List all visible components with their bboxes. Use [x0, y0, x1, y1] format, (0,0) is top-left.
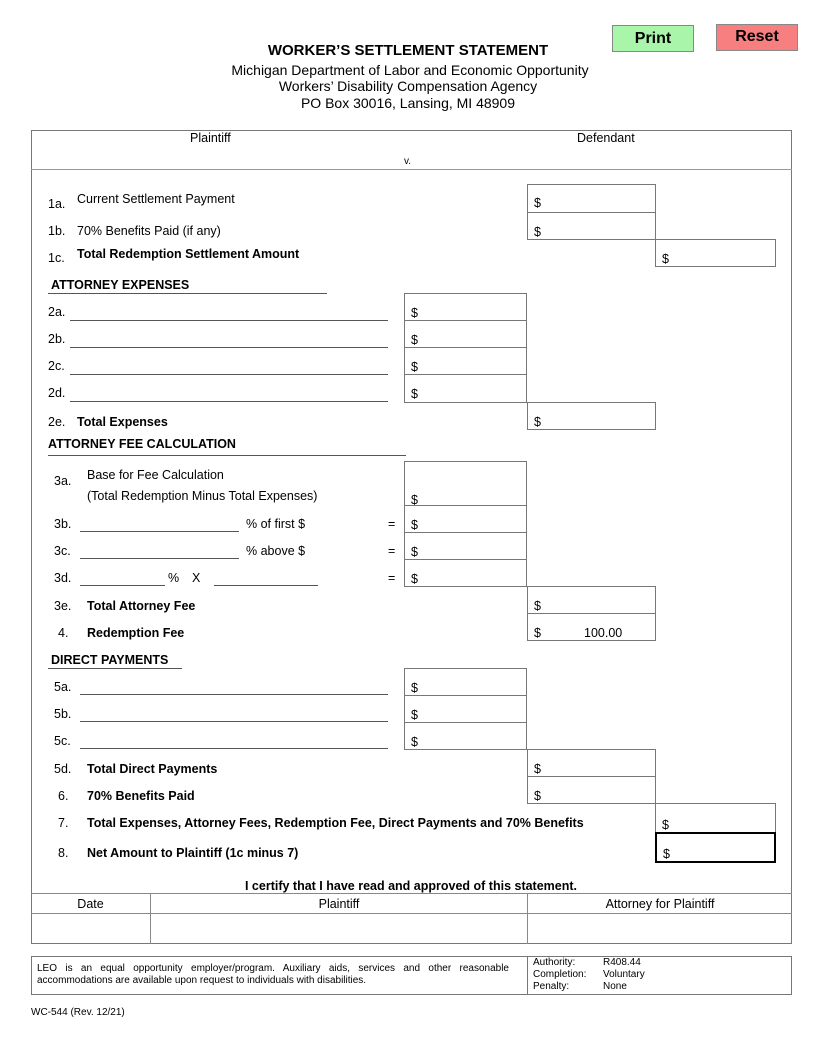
completion-value: Voluntary [603, 969, 645, 980]
parties-divider [31, 169, 792, 170]
fee-3c-amount[interactable] [404, 532, 527, 560]
row-7-number: 7. [58, 816, 69, 830]
date-column-header: Date [77, 897, 104, 911]
defendant-label: Defendant [577, 131, 635, 145]
plaintiff-signature-field[interactable] [151, 914, 527, 943]
expense-2a-amount[interactable] [404, 293, 527, 321]
attorney-column-header: Attorney for Plaintiff [605, 897, 715, 911]
row-2c-number: 2c. [48, 359, 65, 373]
currency-symbol: $ [411, 735, 418, 749]
row-1b-number: 1b. [48, 224, 66, 238]
reset-button[interactable]: Reset [716, 24, 798, 51]
total-redemption-field[interactable] [655, 239, 776, 267]
amount-3d-line[interactable] [214, 585, 318, 586]
row-3e-number: 3e. [54, 599, 72, 613]
form-revision-id: WC-544 (Rev. 12/21) [31, 1007, 125, 1018]
equals-sign: = [388, 571, 396, 585]
equal-opportunity-notice: LEO is an equal opportunity employer/program. Auxiliary aids, services and other reasonable accommodations are available upon request to individuals with disabilities. [37, 963, 509, 986]
row-2d-number: 2d. [48, 386, 66, 400]
currency-symbol: $ [411, 518, 418, 532]
row-2e-number: 2e. [48, 415, 66, 429]
equals-sign: = [388, 517, 396, 531]
currency-symbol: $ [411, 360, 418, 374]
expense-2c-line[interactable] [70, 374, 388, 375]
benefits-paid-total-field[interactable] [527, 776, 656, 804]
row-6-number: 6. [58, 789, 69, 803]
currency-symbol: $ [534, 599, 541, 613]
fee-base-field[interactable] [404, 461, 527, 506]
currency-symbol: $ [663, 847, 670, 861]
currency-symbol: $ [662, 252, 669, 266]
agency-department: Michigan Department of Labor and Economic Opportunity [231, 62, 589, 78]
current-settlement-field[interactable] [527, 184, 656, 213]
row-3e-label: Total Attorney Fee [87, 599, 196, 613]
row-3c-number: 3c. [54, 544, 71, 558]
percent-3c-line[interactable] [80, 558, 239, 559]
row-4-number: 4. [58, 626, 69, 640]
row-5d-number: 5d. [54, 762, 72, 776]
penalty-label: Penalty: [533, 981, 570, 992]
row-2a-number: 2a. [48, 305, 66, 319]
payment-5c-line[interactable] [80, 748, 388, 749]
currency-symbol: $ [662, 818, 669, 832]
expense-2b-line[interactable] [70, 347, 388, 348]
row-2e-label: Total Expenses [77, 415, 168, 429]
net-amount-field[interactable] [655, 832, 776, 863]
footer-divider [527, 956, 528, 995]
row-1c-number: 1c. [48, 251, 65, 265]
row-8-number: 8. [58, 846, 69, 860]
total-attorney-fee-field[interactable] [527, 586, 656, 614]
authority-label: Authority: [533, 957, 576, 968]
agency-address: PO Box 30016, Lansing, MI 48909 [300, 95, 516, 111]
agency-name: Workers’ Disability Compensation Agency [278, 78, 538, 94]
expense-2c-amount[interactable] [404, 347, 527, 375]
currency-symbol: $ [411, 493, 418, 507]
currency-symbol: $ [534, 789, 541, 803]
payment-5b-line[interactable] [80, 721, 388, 722]
plaintiff-label: Plaintiff [190, 131, 231, 145]
currency-symbol: $ [411, 708, 418, 722]
direct-payments-heading: DIRECT PAYMENTS [51, 653, 169, 667]
row-1a-number: 1a. [48, 197, 66, 211]
payment-5c-amount[interactable] [404, 722, 527, 750]
plaintiff-column-header: Plaintiff [318, 897, 360, 911]
row-7-label: Total Expenses, Attorney Fees, Redemption Fee, Direct Payments and 70% Benefits [87, 816, 584, 830]
currency-symbol: $ [534, 762, 541, 776]
date-signature-field[interactable] [32, 914, 150, 943]
attorney-expenses-heading: ATTORNEY EXPENSES [51, 278, 190, 292]
heading-underline [48, 668, 182, 669]
currency-symbol: $ [411, 572, 418, 586]
currency-symbol: $ [411, 545, 418, 559]
row-3a-number: 3a. [54, 474, 72, 488]
heading-underline [48, 455, 406, 456]
row-3d-multiply: X [192, 571, 201, 585]
row-1b-label: 70% Benefits Paid (if any) [77, 224, 221, 238]
expense-2d-line[interactable] [70, 401, 388, 402]
row-4-label: Redemption Fee [87, 626, 185, 640]
fee-3b-amount[interactable] [404, 505, 527, 533]
completion-label: Completion: [533, 969, 587, 980]
payment-5a-line[interactable] [80, 694, 388, 695]
redemption-fee-field[interactable] [527, 613, 656, 641]
equals-sign: = [388, 544, 396, 558]
row-3b-number: 3b. [54, 517, 72, 531]
currency-symbol: $ [411, 333, 418, 347]
currency-symbol: $ [534, 196, 541, 210]
currency-symbol: $ [534, 626, 541, 640]
row-5a-number: 5a. [54, 680, 72, 694]
attorney-fee-heading: ATTORNEY FEE CALCULATION [48, 437, 236, 451]
authority-value: R408.44 [603, 957, 641, 968]
expense-2a-line[interactable] [70, 320, 388, 321]
expense-2b-amount[interactable] [404, 320, 527, 348]
benefits-paid-field[interactable] [527, 212, 656, 240]
row-8-label: Net Amount to Plaintiff (1c minus 7) [87, 846, 299, 860]
row-5d-label: Total Direct Payments [87, 762, 218, 776]
expense-2d-amount[interactable] [404, 374, 527, 403]
attorney-signature-field[interactable] [528, 914, 791, 943]
row-1a-label: Current Settlement Payment [77, 192, 235, 206]
total-direct-payments-field[interactable] [527, 749, 656, 777]
signature-top-line [31, 893, 792, 894]
payment-5b-amount[interactable] [404, 695, 527, 723]
row-3a-label: Base for Fee Calculation [87, 468, 224, 482]
versus-label: v. [404, 156, 412, 167]
row-1c-label: Total Redemption Settlement Amount [77, 247, 300, 261]
total-deductions-field[interactable] [655, 803, 776, 834]
percent-3d-line[interactable] [80, 585, 165, 586]
row-3d-percent: % [168, 571, 180, 585]
print-button[interactable]: Print [612, 25, 694, 52]
currency-symbol: $ [534, 225, 541, 239]
row-2b-number: 2b. [48, 332, 66, 346]
row-3d-number: 3d. [54, 571, 72, 585]
currency-symbol: $ [534, 415, 541, 429]
fee-3d-amount[interactable] [404, 559, 527, 587]
row-6-label: 70% Benefits Paid [87, 789, 195, 803]
currency-symbol: $ [411, 306, 418, 320]
row-3c-label: % above $ [246, 544, 306, 558]
certification-statement: I certify that I have read and approved of this statement. [244, 879, 578, 893]
row-3a-sublabel: (Total Redemption Minus Total Expenses) [87, 489, 318, 503]
currency-symbol: $ [411, 387, 418, 401]
heading-underline [48, 293, 327, 294]
percent-3b-line[interactable] [80, 531, 239, 532]
row-3b-label: % of first $ [246, 517, 306, 531]
row-5c-number: 5c. [54, 734, 71, 748]
form-title: WORKER’S SETTLEMENT STATEMENT [267, 42, 549, 59]
payment-5a-amount[interactable] [404, 668, 527, 696]
row-5b-number: 5b. [54, 707, 72, 721]
total-expenses-field[interactable] [527, 402, 656, 430]
redemption-fee-value: 100.00 [584, 626, 623, 640]
penalty-value: None [603, 981, 627, 992]
currency-symbol: $ [411, 681, 418, 695]
